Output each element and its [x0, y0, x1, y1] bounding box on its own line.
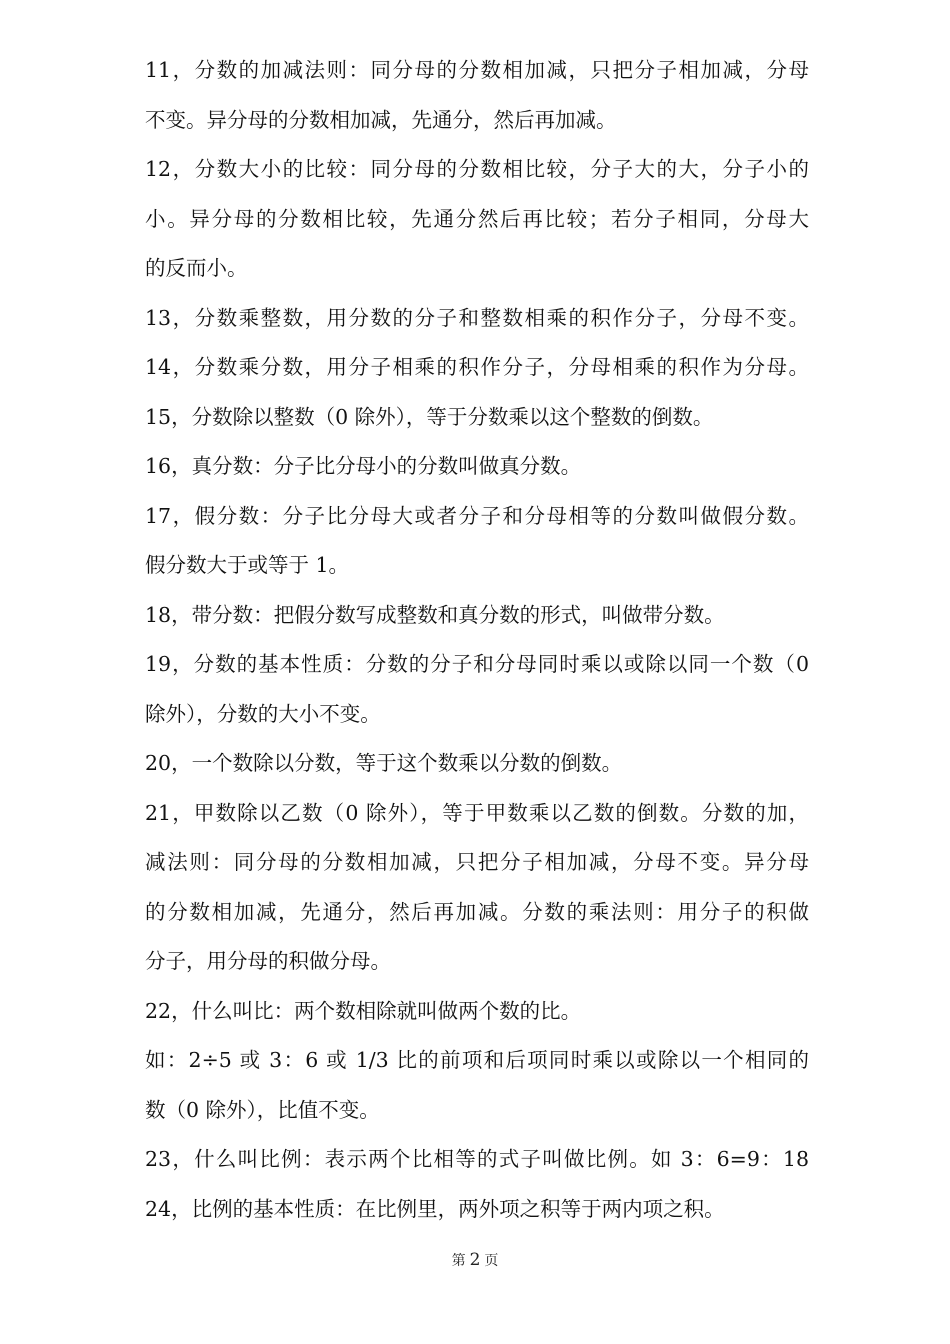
text-line: 分子，用分母的积做分母。 — [145, 949, 391, 973]
footer-page-number: 2 — [469, 1250, 481, 1270]
footer-suffix: 页 — [484, 1253, 499, 1269]
text-line: 假分数大于或等于 1。 — [145, 553, 350, 577]
text-line: 11，分数的加减法则：同分母的分数相加减，只把分子相加减，分母 — [145, 58, 809, 82]
text-line: 24，比例的基本性质：在比例里，两外项之积等于两内项之积。 — [145, 1196, 725, 1221]
text-line: 13，分数乘整数，用分数的分子和整数相乘的积作分子，分母不变。 — [145, 305, 809, 330]
text-line: 数（0 除外），比值不变。 — [145, 1097, 380, 1122]
footer-prefix: 第 — [451, 1253, 466, 1269]
text-line: 19，分数的基本性质：分数的分子和分母同时乘以或除以同一个数（0 — [145, 652, 809, 676]
text-line: 14，分数乘分数，用分子相乘的积作分子，分母相乘的积作为分母。 — [145, 355, 809, 379]
text-line: 21，甲数除以乙数（0 除外），等于甲数乘以乙数的倒数。分数的加， — [145, 800, 809, 825]
text-line: 的分数相加减，先通分，然后再加减。分数的乘法则：用分子的积做 — [145, 899, 809, 924]
text-line: 20，一个数除以分数，等于这个数乘以分数的倒数。 — [145, 751, 623, 775]
text-line: 小。异分母的分数相比较，先通分然后再比较；若分子相同，分母大 — [145, 206, 809, 231]
text-line: 如：2÷5 或 3：6 或 1/3 比的前项和后项同时乘以或除以一个相同的 — [145, 1048, 809, 1072]
text-line: 15，分数除以整数（0 除外），等于分数乘以这个整数的倒数。 — [145, 404, 714, 429]
text-line: 23，什么叫比例：表示两个比相等的式子叫做比例。如 3：6=9：18 — [145, 1147, 809, 1171]
text-line: 22，什么叫比：两个数相除就叫做两个数的比。 — [145, 998, 582, 1023]
text-line: 17，假分数：分子比分母大或者分子和分母相等的分数叫做假分数。 — [145, 503, 809, 528]
text-line: 减法则：同分母的分数相加减，只把分子相加减，分母不变。异分母 — [145, 850, 809, 874]
text-line: 不变。异分母的分数相加减，先通分，然后再加减。 — [145, 107, 617, 132]
page-footer — [0, 1250, 950, 1271]
text-line: 18，带分数：把假分数写成整数和真分数的形式，叫做带分数。 — [145, 602, 725, 627]
text-line: 的反而小。 — [145, 256, 248, 280]
text-line: 16，真分数：分子比分母小的分数叫做真分数。 — [145, 454, 582, 478]
document-body — [145, 46, 809, 1234]
text-line: 12，分数大小的比较：同分母的分数相比较，分子大的大，分子小的 — [145, 157, 809, 181]
text-line: 除外），分数的大小不变。 — [145, 701, 381, 726]
